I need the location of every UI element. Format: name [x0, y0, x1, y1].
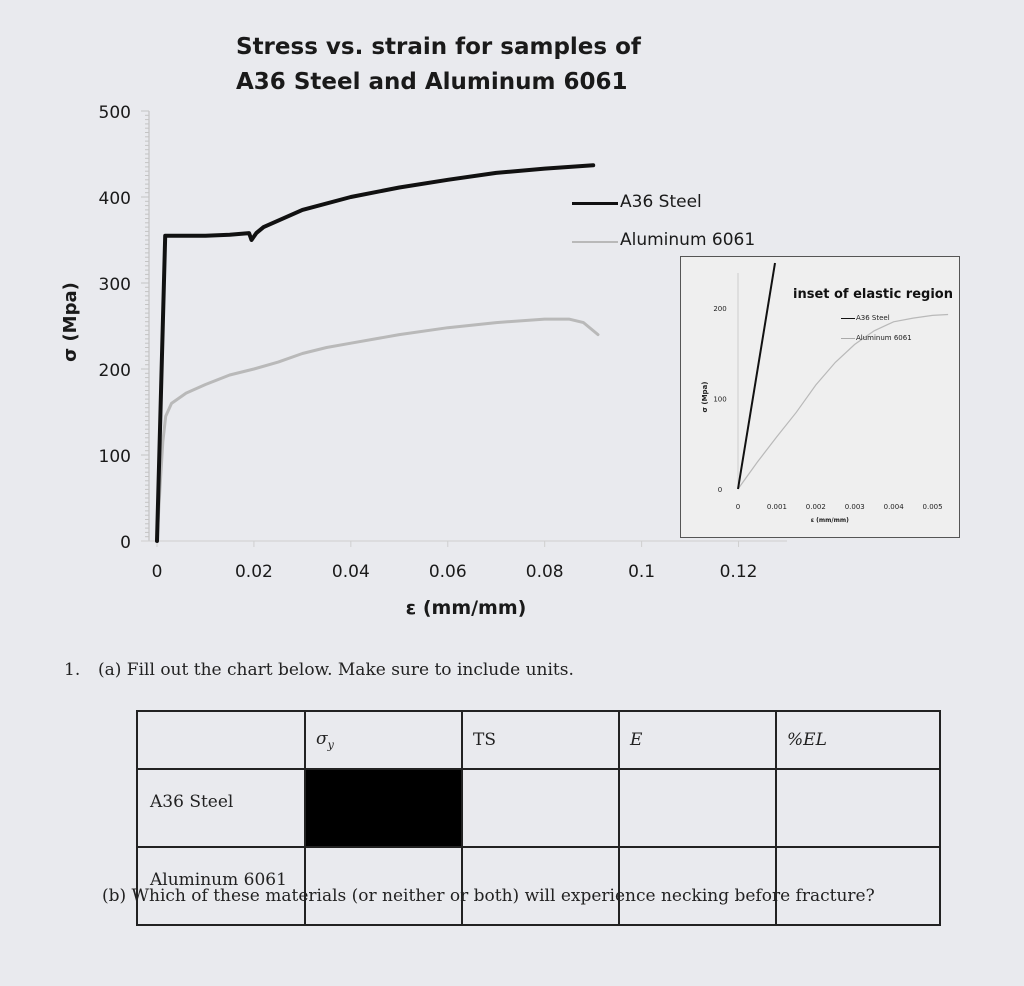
x-tick-label: 0.1 [628, 562, 656, 582]
inset-y-tick-label: 100 [713, 395, 727, 404]
chart-title-line-1: Stress vs. strain for samples of [236, 34, 641, 60]
legend-swatch-aluminum [572, 241, 618, 243]
x-tick-label: 0 [151, 562, 163, 582]
inset-y-tick-label: 200 [713, 305, 727, 314]
steel-e-cell[interactable] [619, 769, 776, 847]
legend-label-steel: A36 Steel [620, 192, 702, 212]
series-line-aluminum-6061 [157, 319, 598, 541]
steel-yield-cell-blacked [305, 769, 462, 847]
x-tick-label: 0.12 [719, 562, 758, 582]
x-tick-label: 0.06 [428, 562, 467, 582]
inset-x-tick-label: 0.005 [922, 503, 943, 511]
inset-title: inset of elastic region [793, 287, 953, 302]
inset-legend-label-steel: A36 Steel [856, 314, 890, 322]
answer-row-steel [137, 769, 940, 847]
y-tick-label: 100 [98, 447, 131, 467]
header-elongation: %EL [776, 711, 940, 769]
inset-x-axis-label: ε (mm/mm) [810, 517, 849, 524]
series-line-a36-steel [157, 165, 593, 541]
question-number: 1. [64, 660, 81, 680]
question-part-a [64, 660, 574, 680]
inset-x-tick-label: 0 [735, 503, 741, 511]
header-sigma-sub: y [327, 738, 334, 752]
answer-table-header-row [137, 711, 940, 769]
inset-legend-label-aluminum: Aluminum 6061 [856, 334, 912, 342]
inset-x-tick-label: 0.003 [844, 503, 865, 511]
legend-swatch-steel [572, 202, 618, 205]
x-tick-label: 0.04 [331, 562, 370, 582]
inset-legend-swatch-aluminum [841, 338, 855, 339]
inset-x-tick-label: 0.001 [766, 503, 787, 511]
y-tick-label: 500 [98, 103, 131, 123]
steel-ts-cell[interactable] [462, 769, 619, 847]
inset-series-line-a36-steel [738, 263, 775, 489]
chart-title-line-2: A36 Steel and Aluminum 6061 [236, 69, 628, 95]
inset-y-axis-label: σ (Mpa) [701, 381, 709, 413]
legend-label-aluminum: Aluminum 6061 [620, 230, 756, 250]
question-part-b: (b) Which of these materials (or neither or both) will experience necking before fracture? [102, 886, 875, 906]
header-yield-strength [305, 711, 462, 769]
y-tick-label: 300 [98, 275, 131, 295]
row-label-aluminum: Aluminum 6061 [137, 847, 305, 925]
question-part-a-text: (a) Fill out the chart below. Make sure to include units. [98, 660, 574, 680]
chart-title [236, 30, 641, 100]
header-sigma: σ [316, 728, 328, 749]
header-empty-cell [137, 711, 305, 769]
header-modulus: E [619, 711, 776, 769]
header-tensile-strength: TS [462, 711, 619, 769]
inset-x-tick-label: 0.002 [805, 503, 826, 511]
x-tick-label: 0.08 [525, 562, 564, 582]
steel-el-cell[interactable] [776, 769, 940, 847]
inset-x-tick-label: 0.004 [883, 503, 904, 511]
inset-chart-panel [680, 256, 960, 538]
inset-legend-swatch-steel [841, 318, 855, 319]
inset-y-tick-label: 0 [717, 486, 723, 494]
y-tick-label: 400 [98, 189, 131, 209]
y-axis-label: σ (Mpa) [60, 282, 81, 362]
x-axis-label: ε (mm/mm) [405, 597, 527, 619]
y-tick-label: 200 [98, 361, 131, 381]
y-tick-label: 0 [120, 533, 131, 553]
inset-legend-aluminum [841, 334, 912, 342]
x-tick-label: 0.02 [234, 562, 273, 582]
row-label-steel: A36 Steel [137, 769, 305, 847]
inset-legend-steel [841, 314, 890, 322]
